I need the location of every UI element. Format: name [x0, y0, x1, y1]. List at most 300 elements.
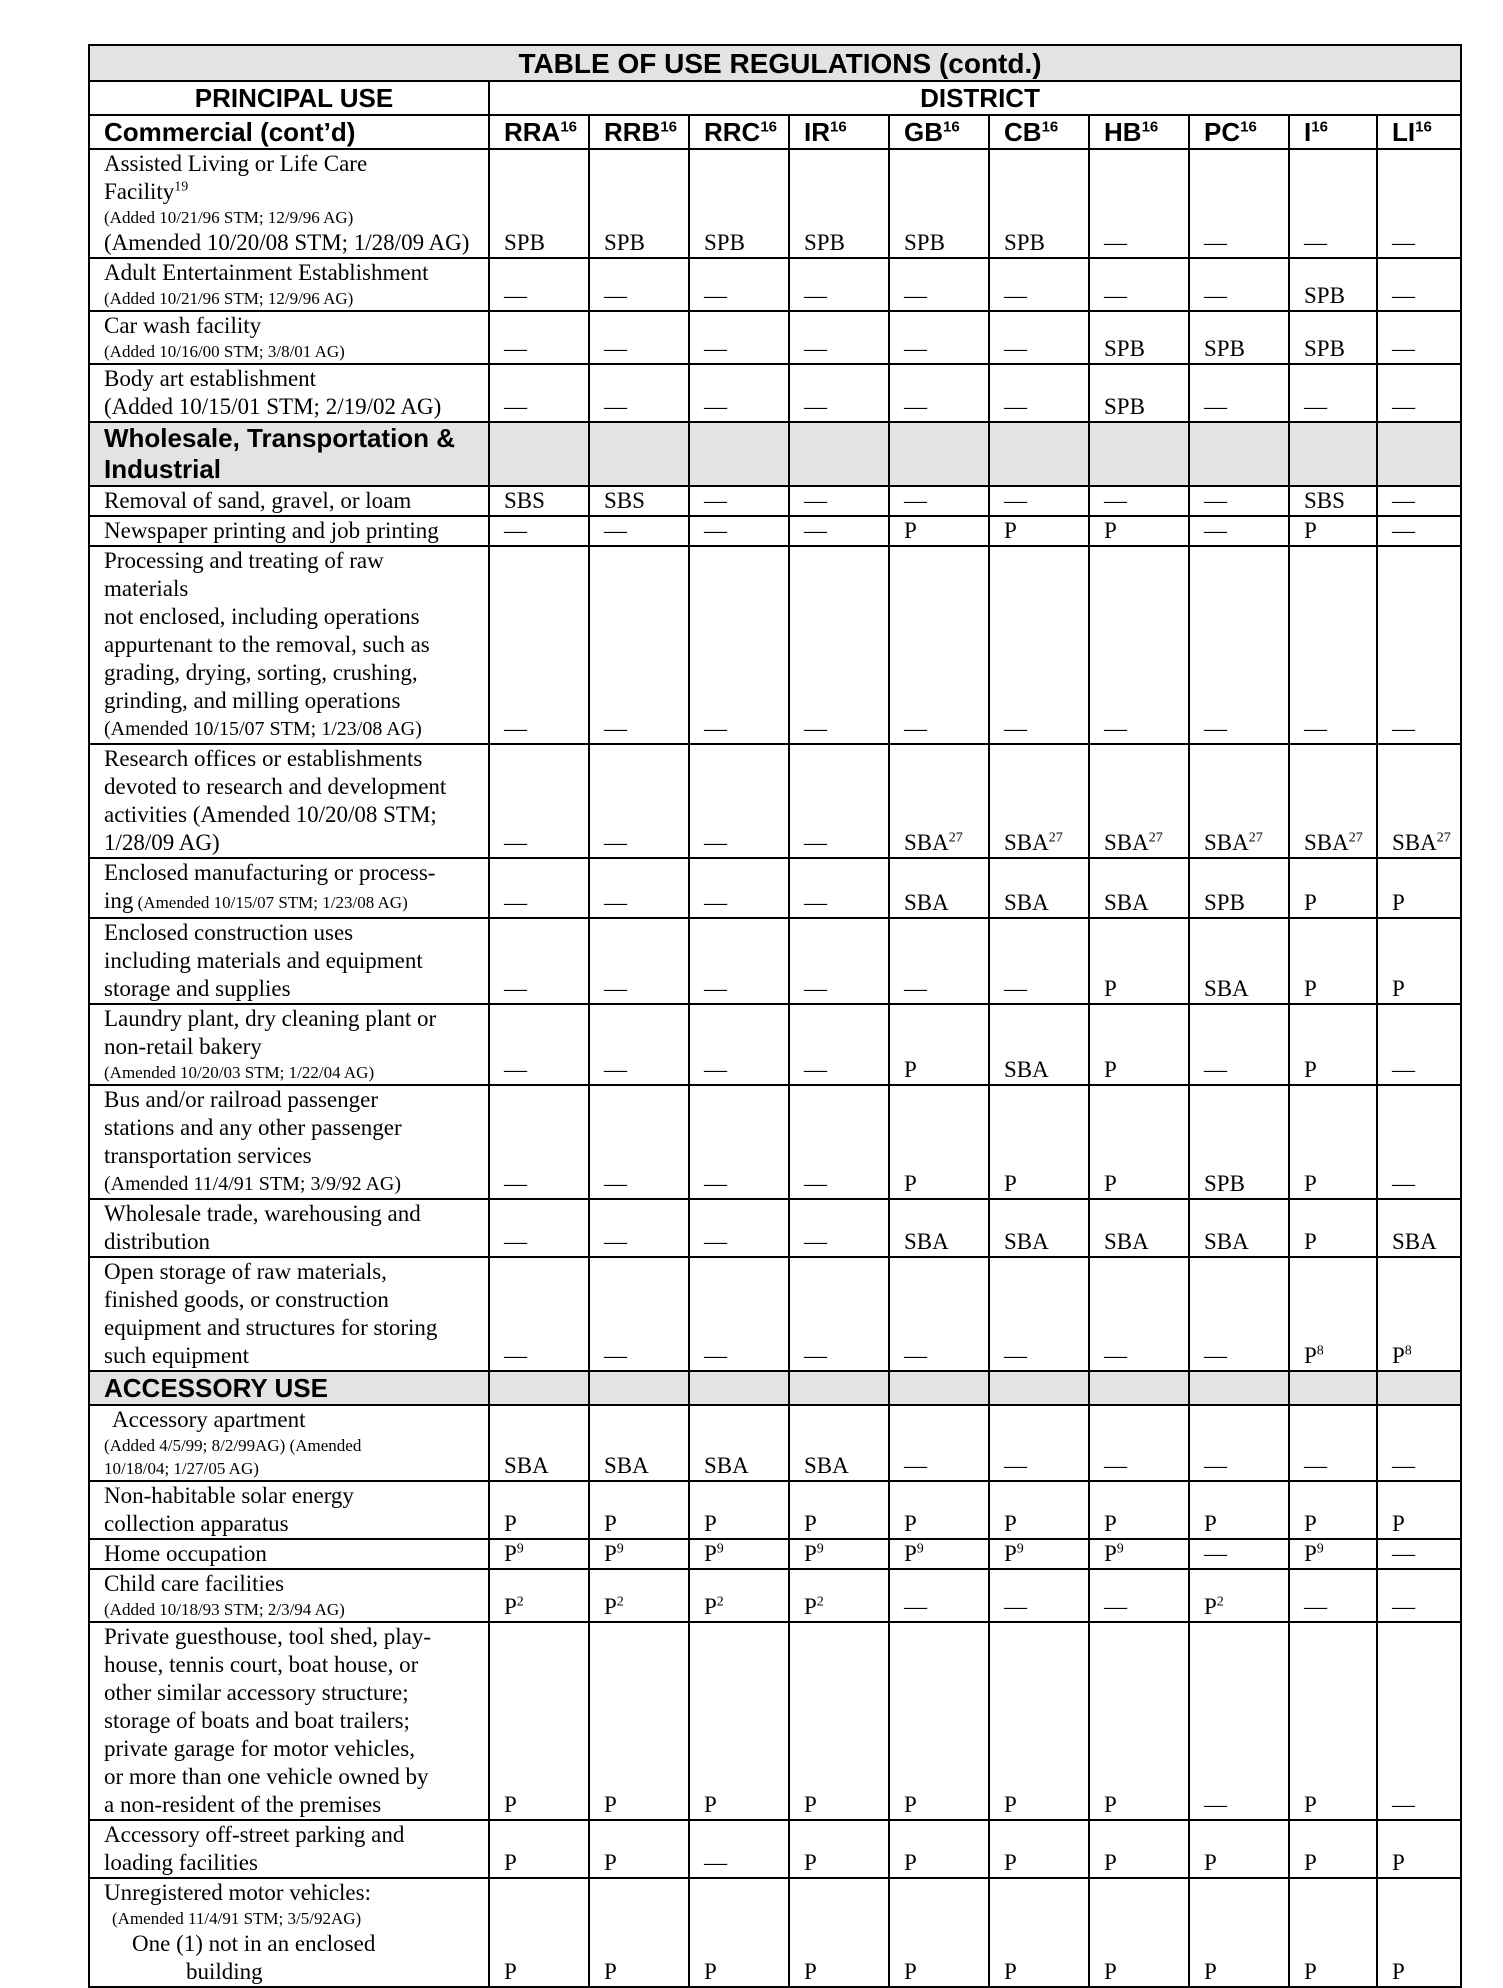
cell-pc [1189, 1085, 1289, 1199]
cell-li [1377, 1199, 1461, 1257]
permission-value: — [904, 394, 927, 419]
district-column-rrc [689, 115, 789, 149]
permission-value: P [1004, 518, 1017, 543]
permission-value: P [904, 1511, 917, 1536]
table-row [89, 858, 1461, 918]
permission-value: — [904, 716, 927, 741]
cell-rra [489, 486, 589, 516]
permission-value: — [1304, 230, 1327, 255]
cell-hb [1089, 364, 1189, 422]
use-text-line: Open storage of raw materials, [104, 1259, 387, 1284]
permission-value: — [704, 394, 727, 419]
cell-rrc [689, 1004, 789, 1085]
cell-pc [1189, 918, 1289, 1004]
permission-value: P [704, 1541, 717, 1566]
permission-value: — [1204, 394, 1227, 419]
use-text-line: storage and supplies [104, 976, 291, 1001]
permission-value: — [904, 336, 927, 361]
cell-rrb [589, 918, 689, 1004]
permission-value: — [804, 830, 827, 855]
permission-value: P [1392, 976, 1405, 1001]
footnote-marker: 16 [660, 118, 678, 136]
cell-rrb [589, 1622, 689, 1820]
cell-rra [489, 364, 589, 422]
permission-value: P [1004, 1959, 1017, 1984]
cell-ir [789, 1569, 889, 1622]
permission-value: — [1004, 976, 1027, 1001]
cell-ir [789, 744, 889, 858]
footnote-marker: 8 [1404, 1343, 1412, 1359]
cell-rrc [689, 1481, 789, 1539]
cell-hb [1089, 744, 1189, 858]
cell-pc [1189, 1622, 1289, 1820]
cell-li [1377, 364, 1461, 422]
use-text-line: not enclosed, including operations [104, 604, 420, 629]
section-cell [1377, 422, 1461, 486]
cell-rrc [689, 1622, 789, 1820]
cell-ir [789, 1878, 889, 1987]
footnote-marker: 9 [1316, 1541, 1324, 1557]
use-text-line: (Amended 10/20/08 STM; 1/28/09 AG) [104, 230, 470, 255]
permission-value: — [604, 976, 627, 1001]
permission-value: — [504, 394, 527, 419]
permission-value: — [504, 1229, 527, 1254]
permission-value: SBA [904, 1229, 949, 1254]
cell-rrc [689, 1405, 789, 1481]
table-row [89, 364, 1461, 422]
cell-i [1289, 1878, 1377, 1987]
permission-value: P [1304, 976, 1317, 1001]
cell-cb [989, 858, 1089, 918]
footnote-marker: 19 [174, 179, 189, 195]
use-description [89, 1004, 489, 1085]
permission-value: P [504, 1541, 517, 1566]
use-text-line: grinding, and milling operations [104, 688, 401, 713]
permission-value: SBA [1204, 830, 1249, 855]
cell-rrc [689, 1199, 789, 1257]
permission-value: P [1104, 1511, 1117, 1536]
use-description [89, 1820, 489, 1878]
permission-value: SPB [1204, 890, 1245, 915]
permission-value: SBA [1392, 830, 1437, 855]
permission-value: — [1304, 716, 1327, 741]
permission-value: SBA [1204, 1229, 1249, 1254]
cell-pc [1189, 1481, 1289, 1539]
use-text-line: Newspaper printing and job printing [104, 518, 439, 543]
use-text-line: collection apparatus [104, 1511, 289, 1536]
cell-rrb [589, 258, 689, 311]
permission-value: P [904, 1850, 917, 1875]
use-text-line: 1/28/09 AG) [104, 830, 220, 855]
permission-value: — [704, 1229, 727, 1254]
permission-value: SBA [1004, 1229, 1049, 1254]
section-row [89, 422, 1461, 486]
cell-rrb [589, 486, 689, 516]
cell-gb [889, 516, 989, 546]
footnote-marker: 16 [1041, 118, 1059, 136]
use-text-line: Processing and treating of raw [104, 548, 384, 573]
cell-gb [889, 1569, 989, 1622]
category-header: Commercial (cont’d) [89, 115, 489, 149]
use-text-line: One (1) not in an enclosed [132, 1931, 376, 1956]
cell-pc [1189, 1820, 1289, 1878]
cell-rrc [689, 918, 789, 1004]
use-text-line: finished goods, or construction [104, 1287, 389, 1312]
cell-rra [489, 1085, 589, 1199]
cell-pc [1189, 1878, 1289, 1987]
district-column-cb [989, 115, 1089, 149]
footnote-marker: 27 [948, 830, 963, 846]
district-header: DISTRICT [489, 81, 1461, 115]
permission-value: SBA [1104, 830, 1149, 855]
use-description [89, 546, 489, 744]
footnote-marker: 16 [560, 118, 578, 136]
permission-value: SPB [1204, 336, 1245, 361]
permission-value: — [704, 1343, 727, 1368]
footnote-marker: 9 [916, 1541, 924, 1557]
permission-value: P [1304, 1541, 1317, 1566]
permission-value: — [1104, 1594, 1127, 1619]
use-description [89, 1622, 489, 1820]
use-text-line: (Amended 11/4/91 STM; 3/9/92 AG) [104, 1173, 402, 1195]
permission-value: SBA [804, 1453, 849, 1478]
permission-value: SBA [1204, 976, 1249, 1001]
cell-li [1377, 1539, 1461, 1569]
table-row [89, 1257, 1461, 1371]
footnote-marker: 2 [1216, 1594, 1224, 1610]
amendment-note: (Amended 10/15/07 STM; 1/23/08 AG) [133, 893, 408, 912]
use-text-line: equipment and structures for storing [104, 1315, 438, 1340]
cell-cb [989, 486, 1089, 516]
district-code: PC [1204, 117, 1241, 147]
permission-value: P [804, 1959, 817, 1984]
use-text-line: including materials and equipment [104, 948, 423, 973]
footnote-marker: 16 [1141, 118, 1159, 136]
amendment-note: 10/18/04; 1/27/05 AG) [104, 1459, 259, 1478]
section-cell [689, 422, 789, 486]
use-text-line: such equipment [104, 1343, 249, 1368]
permission-value: — [1004, 1453, 1027, 1478]
permission-value: — [604, 716, 627, 741]
section-cell [1189, 422, 1289, 486]
cell-gb [889, 1481, 989, 1539]
section-cell [1189, 1371, 1289, 1405]
table-row [89, 311, 1461, 364]
footnote-marker: 2 [616, 1594, 624, 1610]
permission-value: — [804, 716, 827, 741]
permission-value: — [704, 336, 727, 361]
permission-value: — [604, 830, 627, 855]
cell-hb [1089, 258, 1189, 311]
cell-li [1377, 486, 1461, 516]
cell-rrc [689, 858, 789, 918]
permission-value: — [1392, 1171, 1415, 1196]
permission-value: — [1392, 716, 1415, 741]
permission-value: SBA [904, 890, 949, 915]
table-row [89, 1199, 1461, 1257]
permission-value: P [1104, 518, 1117, 543]
cell-ir [789, 546, 889, 744]
use-description [89, 311, 489, 364]
cell-ir [789, 311, 889, 364]
permission-value: — [804, 976, 827, 1001]
permission-value: — [1104, 1343, 1127, 1368]
cell-ir [789, 1820, 889, 1878]
cell-li [1377, 149, 1461, 258]
use-text-line: storage of boats and boat trailers; [104, 1708, 410, 1733]
permission-value: — [604, 336, 627, 361]
use-description [89, 1257, 489, 1371]
footnote-marker: 9 [516, 1541, 524, 1557]
use-text-line: or more than one vehicle owned by [104, 1764, 429, 1789]
permission-value: — [1104, 230, 1127, 255]
cell-hb [1089, 918, 1189, 1004]
cell-rrb [589, 744, 689, 858]
cell-gb [889, 744, 989, 858]
cell-rra [489, 1199, 589, 1257]
footnote-marker: 16 [1240, 118, 1257, 136]
permission-value: — [1104, 283, 1127, 308]
cell-gb [889, 546, 989, 744]
use-description [89, 1539, 489, 1569]
permission-value: — [804, 488, 827, 513]
permission-value: — [1004, 716, 1027, 741]
cell-i [1289, 149, 1377, 258]
footnote-marker: 27 [1048, 830, 1063, 846]
use-text-line: stations and any other passenger [104, 1115, 402, 1140]
cell-rra [489, 149, 589, 258]
cell-ir [789, 1199, 889, 1257]
cell-pc [1189, 1569, 1289, 1622]
cell-hb [1089, 1004, 1189, 1085]
permission-value: — [904, 1453, 927, 1478]
use-text-line: Accessory apartment [112, 1407, 306, 1432]
permission-value: — [504, 1057, 527, 1082]
section-cell [489, 1371, 589, 1405]
cell-cb [989, 516, 1089, 546]
permission-value: P [504, 1850, 517, 1875]
use-text-line: grading, drying, sorting, crushing, [104, 660, 418, 685]
permission-value: — [1004, 394, 1027, 419]
permission-value: P [1204, 1511, 1217, 1536]
permission-value: — [1204, 1343, 1227, 1368]
permission-value: — [704, 830, 727, 855]
permission-value: P [1304, 890, 1317, 915]
use-description [89, 1878, 489, 1987]
permission-value: P [1204, 1594, 1217, 1619]
amendment-note: (Added 10/16/00 STM; 3/8/01 AG) [104, 342, 345, 361]
use-text-line: (Added 10/15/01 STM; 2/19/02 AG) [104, 394, 442, 419]
use-description [89, 858, 489, 918]
permission-value: — [704, 488, 727, 513]
cell-li [1377, 858, 1461, 918]
permission-value: P [904, 1959, 917, 1984]
permission-value: — [504, 1343, 527, 1368]
use-text-line: distribution [104, 1229, 211, 1254]
permission-value: — [504, 518, 527, 543]
permission-value: — [1204, 518, 1227, 543]
permission-value: — [704, 1171, 727, 1196]
cell-rrc [689, 516, 789, 546]
cell-i [1289, 1569, 1377, 1622]
cell-rrb [589, 1085, 689, 1199]
cell-i [1289, 1539, 1377, 1569]
permission-value: — [1204, 1453, 1227, 1478]
permission-value: P [804, 1511, 817, 1536]
district-column-ir [789, 115, 889, 149]
permission-value: — [1204, 1792, 1227, 1817]
cell-i [1289, 258, 1377, 311]
cell-li [1377, 1257, 1461, 1371]
permission-value: P [1204, 1850, 1217, 1875]
cell-rrc [689, 1569, 789, 1622]
permission-value: — [904, 976, 927, 1001]
cell-li [1377, 546, 1461, 744]
cell-pc [1189, 1405, 1289, 1481]
footnote-marker: 2 [516, 1594, 524, 1610]
cell-cb [989, 258, 1089, 311]
permission-value: SBA [1304, 830, 1349, 855]
cell-rrb [589, 546, 689, 744]
permission-value: SPB [804, 230, 845, 255]
cell-rrb [589, 516, 689, 546]
cell-rrc [689, 744, 789, 858]
permission-value: SPB [1104, 336, 1145, 361]
use-text-line: Accessory off-street parking and [104, 1822, 405, 1847]
permission-value: P [1304, 1343, 1317, 1368]
district-code: GB [904, 117, 943, 147]
cell-ir [789, 1004, 889, 1085]
permission-value: — [504, 1171, 527, 1196]
cell-hb [1089, 546, 1189, 744]
district-code: RRA [504, 117, 561, 147]
use-text-line: appurtenant to the removal, such as [104, 632, 430, 657]
permission-value: P [704, 1511, 717, 1536]
cell-ir [789, 1622, 889, 1820]
use-description [89, 1199, 489, 1257]
section-cell [789, 1371, 889, 1405]
footnote-marker: 16 [943, 118, 960, 136]
permission-value: P [804, 1850, 817, 1875]
permission-value: — [804, 1229, 827, 1254]
cell-gb [889, 258, 989, 311]
use-text-line: materials [104, 576, 189, 601]
district-code: HB [1104, 117, 1142, 147]
permission-value: SBA [704, 1453, 749, 1478]
district-code: LI [1392, 117, 1416, 147]
district-column-hb [1089, 115, 1189, 149]
cell-hb [1089, 858, 1189, 918]
cell-li [1377, 1878, 1461, 1987]
cell-gb [889, 1257, 989, 1371]
section-cell [1377, 1371, 1461, 1405]
cell-pc [1189, 1539, 1289, 1569]
permission-value: — [1304, 394, 1327, 419]
permission-value: P [1104, 1959, 1117, 1984]
cell-rrb [589, 1257, 689, 1371]
cell-ir [789, 258, 889, 311]
table-row [89, 1539, 1461, 1569]
use-text-line: (Amended 10/15/07 STM; 1/23/08 AG) [104, 718, 422, 740]
cell-cb [989, 1004, 1089, 1085]
section-heading: Wholesale, Transportation & Industrial [89, 422, 489, 486]
permission-value: SPB [704, 230, 745, 255]
permission-value: SBA [1004, 890, 1049, 915]
cell-rra [489, 1820, 589, 1878]
permission-value: — [504, 890, 527, 915]
use-text-line: Private guesthouse, tool shed, play- [104, 1624, 432, 1649]
cell-li [1377, 1820, 1461, 1878]
district-column-pc [1189, 115, 1289, 149]
footnote-marker: 16 [1415, 118, 1432, 136]
cell-gb [889, 364, 989, 422]
table-row [89, 546, 1461, 744]
cell-i [1289, 546, 1377, 744]
permission-value: — [1392, 283, 1415, 308]
cell-li [1377, 1004, 1461, 1085]
cell-i [1289, 1622, 1377, 1820]
permission-value: — [504, 716, 527, 741]
footnote-marker: 9 [1016, 1541, 1024, 1557]
cell-rrc [689, 1539, 789, 1569]
cell-hb [1089, 516, 1189, 546]
permission-value: P [904, 1792, 917, 1817]
cell-rrc [689, 1820, 789, 1878]
permission-value: — [1004, 283, 1027, 308]
permission-value: SBA [1392, 1229, 1437, 1254]
permission-value: P [804, 1594, 817, 1619]
permission-value: — [1392, 1594, 1415, 1619]
permission-value: — [504, 283, 527, 308]
use-text-line: activities (Amended 10/20/08 STM; [104, 802, 437, 827]
cell-rrb [589, 1481, 689, 1539]
table-row [89, 1481, 1461, 1539]
permission-value: — [504, 336, 527, 361]
table-row [89, 258, 1461, 311]
permission-value: P [1304, 1511, 1317, 1536]
permission-value: P [1304, 1057, 1317, 1082]
district-column-li [1377, 115, 1461, 149]
permission-value: — [1204, 230, 1227, 255]
permission-value: — [1392, 1541, 1415, 1566]
cell-rrb [589, 858, 689, 918]
use-text-line: Facility$^{19}$ [104, 179, 189, 204]
cell-cb [989, 1539, 1089, 1569]
permission-value: P [1304, 1850, 1317, 1875]
table-row [89, 1569, 1461, 1622]
district-column-gb [889, 115, 989, 149]
permission-value: — [804, 336, 827, 361]
permission-value: SPB [1104, 394, 1145, 419]
cell-i [1289, 1004, 1377, 1085]
cell-hb [1089, 1539, 1189, 1569]
cell-rrc [689, 1085, 789, 1199]
use-description [89, 744, 489, 858]
cell-pc [1189, 546, 1289, 744]
cell-ir [789, 364, 889, 422]
permission-value: SBA [1104, 1229, 1149, 1254]
cell-pc [1189, 149, 1289, 258]
cell-rrc [689, 486, 789, 516]
permission-value: — [1204, 283, 1227, 308]
cell-cb [989, 1085, 1089, 1199]
permission-value: — [1204, 488, 1227, 513]
cell-li [1377, 1622, 1461, 1820]
permission-value: — [1304, 1453, 1327, 1478]
permission-value: P [1304, 518, 1317, 543]
section-cell [1089, 1371, 1189, 1405]
table-row [89, 1820, 1461, 1878]
